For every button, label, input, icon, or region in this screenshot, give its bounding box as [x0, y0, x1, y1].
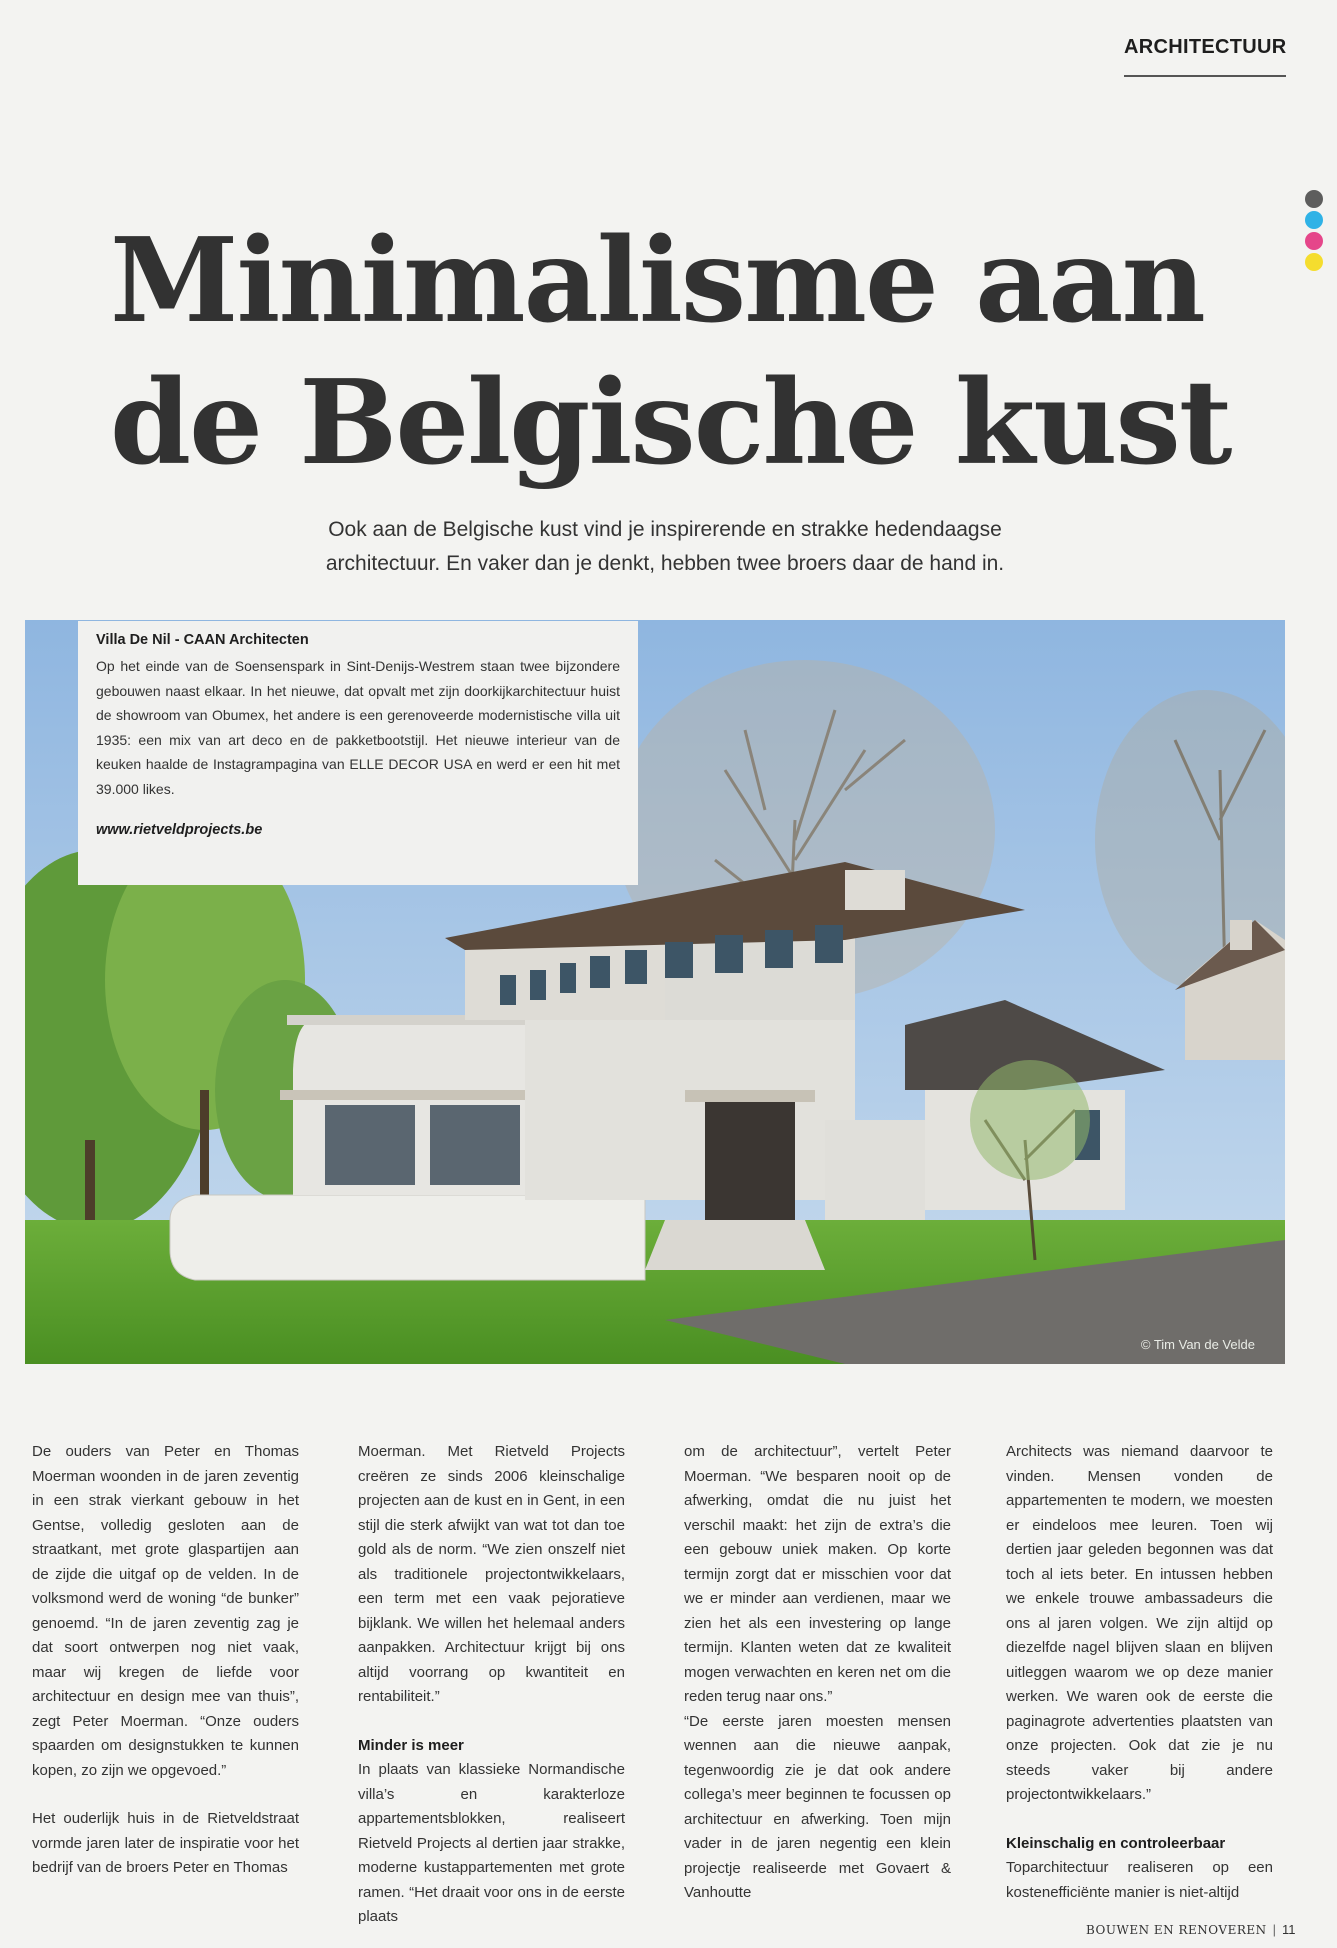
footer-separator: | — [1272, 1922, 1277, 1937]
col2-paragraph-1: Moerman. Met Rietveld Projects creëren ze sinds 2006 kleinschalige projecten aan de kust en in Gent, in een stijl die sterk afwijkt van wat tot dan toe gold als de norm. “We zien onszelf niet als traditionele projectontwikkelaars, een term met een vaak pejoratieve bijklank. We willen het helemaal anders aanpakken. Architectuur krijgt bij ons altijd voorrang op kwantiteit en rentabiliteit.” — [358, 1443, 625, 1705]
body-column-3 — [684, 1440, 951, 1906]
col2-paragraph-2: In plaats van klassieke Normandische villa’s en karakterloze appartementsblokken, realiseert Rietveld Projects al dertien jaar strakke, moderne kustappartementen met grote ramen. “Het draait voor ons in de eerste plaats — [358, 1761, 625, 1925]
section-label: ARCHITECTUUR — [1124, 36, 1287, 58]
caption-title: Villa De Nil - CAAN Architecten — [96, 632, 309, 648]
page-footer — [1086, 1922, 1296, 1937]
col1-paragraph-2: Het ouderlijk huis in de Rietveldstraat vormde jaren later de inspiratie voor het bedrijf van de broers Peter en Thomas — [32, 1810, 299, 1876]
dot-yellow — [1305, 253, 1323, 271]
col1-paragraph-1: De ouders van Peter en Thomas Moerman woonden in de jaren zeventig in een strak vierkant gebouw in het Gentse, volledig gesloten aan de straatkant, met grote glaspartijen aan de zijde die uitgaf op de velden. In de volksmond werd de woning “de bunker” genoemd. “In de jaren zeventig zag je dat soort ontwerpen nog niet vaak, maar wij kregen de liefde voor architectuur en design mee van thuis”, zegt Peter Moerman. “Onze ouders spaarden om designstukken te kunnen kopen, zo zijn we opgevoed.” — [32, 1443, 299, 1779]
col3-paragraph-1: om de architectuur”, vertelt Peter Moerman. “We besparen nooit op de afwerking, omdat die nu juist het verschil maakt: het zijn de extra’s die een gebouw uniek maken. Op korte termijn zorgt dat er misschien voor dat we er minder aan verdienen, maar we zien het als een investering op lange termijn. Klanten weten dat ze kwaliteit mogen verwachten en keren net om die reden terug naar ons.” — [684, 1443, 951, 1705]
title-line-1: Minimalisme aan — [110, 213, 1204, 349]
magazine-name: BOUWEN EN RENOVEREN — [1086, 1923, 1267, 1937]
dot-magenta — [1305, 232, 1323, 250]
article-title — [110, 210, 1230, 494]
color-registration-dots — [1305, 190, 1327, 274]
caption-link[interactable]: www.rietveldprojects.be — [96, 822, 263, 838]
body-column-2 — [358, 1440, 625, 1930]
photo-credit: © Tim Van de Velde — [1140, 1337, 1255, 1352]
title-line-2: de Belgische kust — [110, 355, 1231, 491]
col4-paragraph-2: Toparchitectuur realiseren op een kostenefficiënte manier is niet-altijd — [1006, 1859, 1273, 1901]
col3-paragraph-2: “De eerste jaren moesten mensen wennen aan die nieuwe aanpak, tegenwoordig zie je dat ook andere collega’s meer beginnen te focussen op architectuur en afwerking. Toen mijn vader in de jaren negentig een klein projectje realiseerde met Govaert & Vanhoutte — [684, 1712, 951, 1901]
section-rule — [1124, 75, 1286, 77]
body-column-4 — [1006, 1440, 1273, 1905]
col4-subheading: Kleinschalig en controleerbaar — [1006, 1834, 1226, 1852]
col2-subheading: Minder is meer — [358, 1736, 464, 1754]
body-column-1 — [32, 1440, 299, 1881]
article-intro: Ook aan de Belgische kust vind je inspirerende en strakke hedendaagse architectuur. En vaker dan je denkt, hebben twee broers daar de hand in. — [325, 518, 1005, 575]
caption-body: Op het einde van de Soensenspark in Sint-Denijs-Westrem staan twee bijzondere gebouwen naast elkaar. In het nieuwe, dat opvalt met zijn doorkijkarchitectuur huist de showroom van Obumex, het andere is een gerenoveerde modernistische villa uit 1935: een mix van art deco en de pakketbootstijl. Het nieuwe interieur van de keuken haalde de Instagrampagina van ELLE DECOR USA en werd er een hit met 39.000 likes. — [96, 658, 620, 797]
photo-caption-box — [78, 621, 638, 885]
col4-paragraph-1: Architects was niemand daarvoor te vinden. Mensen vonden de appartementen te modern, we moesten er eindeloos mee leuren. Toen wij dertien jaar geleden begonnen was dat toch al iets beter. En intussen hebben we enkele trouwe ambassadeurs die ons al jaren volgen. We zijn altijd op diezelfde nagel blijven slaan en blijven uitleggen waarom we op deze manier werken. We waren ook de eerste die paginagrote advertenties plaatsten van onze projecten. Ook dat zie je nu steeds vaker bij andere projectontwikkelaars.” — [1006, 1443, 1273, 1803]
dot-gray — [1305, 190, 1323, 208]
dot-cyan — [1305, 211, 1323, 229]
page-number: 11 — [1282, 1922, 1296, 1937]
